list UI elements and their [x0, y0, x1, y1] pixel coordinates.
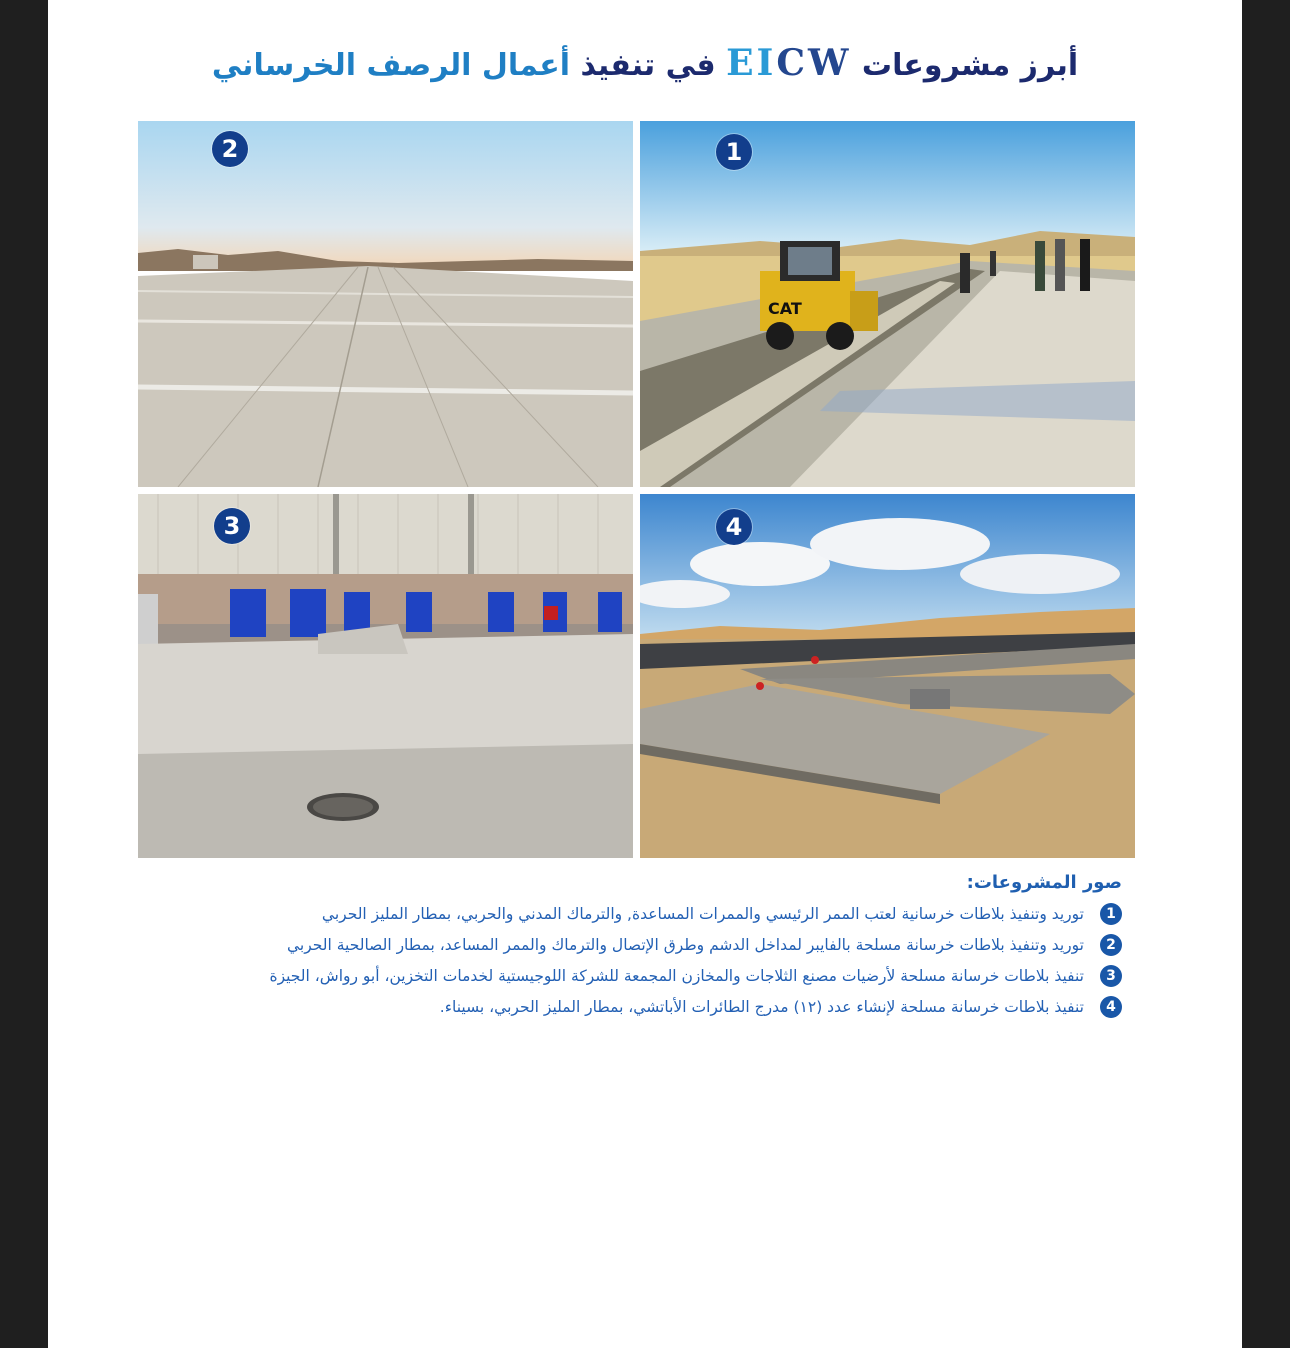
brand-logo-text: EICW: [726, 42, 852, 84]
caption-heading: صور المشروعات:: [966, 872, 1122, 893]
caption-number: 1: [1100, 903, 1122, 925]
title-part2: في تنفيذ: [580, 48, 716, 83]
list-item: [162, 929, 1122, 960]
photo-number-badge: 3: [214, 508, 250, 544]
photo-1-loader-construction: [640, 121, 1135, 487]
list-item: [162, 991, 1122, 1022]
caption-text: توريد وتنفيذ بلاطات خرسانة مسلحة بالفايبر لمداخل الدشم وطرق الإتصال والترماك والممر المساعد، بمطار الصالحية الحربي: [286, 935, 1084, 954]
loader-brand-text: CAT: [768, 299, 802, 318]
caption-text: تنفيذ بلاطات خرسانة مسلحة لإنشاء عدد (١٢) مدرج الطائرات الأباتشي، بمطار المليز الحربي، بسيناء.: [439, 997, 1084, 1016]
photo-number-badge: 4: [716, 509, 752, 545]
caption-text: تنفيذ بلاطات خرسانة مسلحة لأرضيات مصنع الثلاجات والمخازن المجمعة للشركة اللوجيستية لخدمات التخزين، أبو رواش، الجيزة: [269, 966, 1084, 985]
photo-number-badge: 1: [716, 134, 752, 170]
title-part3: أعمال الرصف الخرساني: [211, 48, 571, 83]
photo-2-runway-pavement: [138, 121, 633, 487]
photo-3-warehouse-docks: [138, 494, 633, 858]
caption-number: 2: [1100, 934, 1122, 956]
page-title: [48, 38, 1242, 91]
photo-4-shelter-slabs: [640, 494, 1135, 858]
list-item: [162, 898, 1122, 929]
title-part1: أبرز مشروعات: [861, 48, 1079, 83]
photo-number-badge: 2: [212, 131, 248, 167]
projects-caption-list: [162, 868, 1122, 1022]
document-page: [48, 0, 1242, 1348]
caption-text: توريد وتنفيذ بلاطات خرسانية لعتب الممر الرئيسي والممرات المساعدة, والترماك المدني والحربي، بمطار المليز الحربي: [321, 904, 1084, 923]
caption-number: 3: [1100, 965, 1122, 987]
list-item: [162, 960, 1122, 991]
caption-number: 4: [1100, 996, 1122, 1018]
